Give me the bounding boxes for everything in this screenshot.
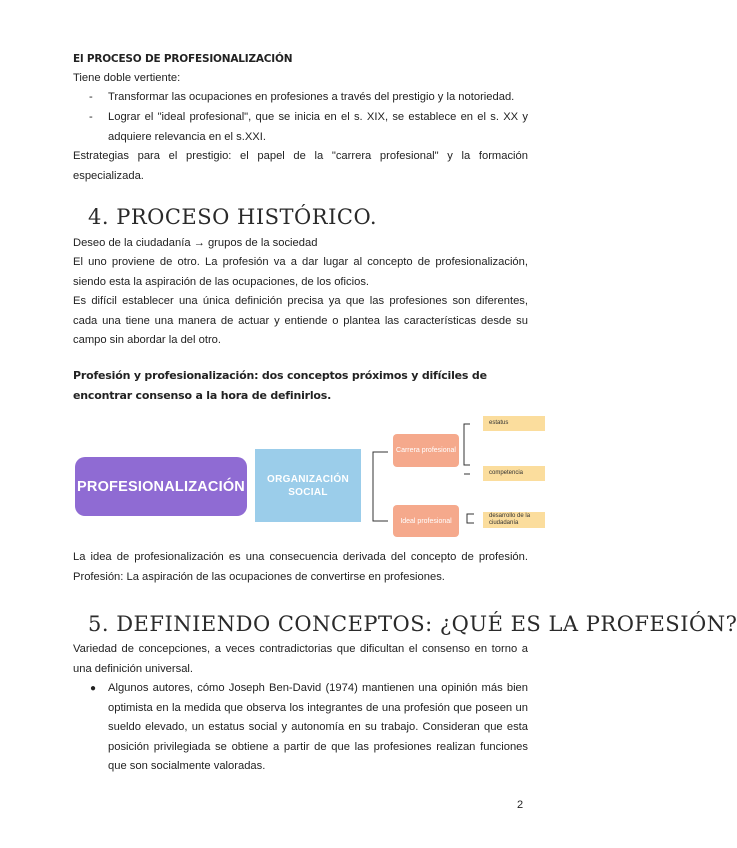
ideal-bracket <box>467 514 474 523</box>
heading-definiendo-conceptos: 5. DEFINIENDO CONCEPTOS: ¿QUÉ ES LA PROFESIÓN? <box>88 612 737 636</box>
carrera-profesional-box: Carrera profesional <box>393 434 459 467</box>
list-dash: - <box>89 111 93 123</box>
intro-text: Tiene doble vertiente: <box>73 72 181 84</box>
carrera-bracket <box>464 424 470 465</box>
subheading: Profesión y profesionalización: dos conceptos próximos y difíciles de encontrar consenso a la hora de definirlos. <box>73 369 487 402</box>
org-bracket <box>373 452 388 521</box>
section-heading: El PROCESO DE PROFESIONALIZACIÓN <box>73 53 293 65</box>
paragraph: Variedad de concepciones, a veces contradictorias que dificultan el consenso en torno a una definición universal. <box>73 643 528 675</box>
desarrollo-box: desarrollo de la ciudadanía <box>483 512 545 528</box>
competencia-box: competencia <box>483 466 545 481</box>
paragraph: Es difícil establecer una única definición precisa ya que las profesiones son diferentes, cada una tiene una manera de actuar y entiende o plantea las características desde su campo sin abordar la del otro. <box>73 295 528 347</box>
estatus-box: estatus <box>483 416 545 431</box>
paragraph: La idea de profesionalización es una consecuencia derivada del concepto de profesión. Profesión: La aspiración de las ocupaciones de convertirse en profesiones. <box>73 551 528 583</box>
list-item: Transformar las ocupaciones en profesiones a través del prestigio y la notoriedad. <box>108 91 515 103</box>
organizacion-social-box: ORGANIZACIÓN SOCIAL <box>255 449 361 522</box>
ideal-profesional-box: Ideal profesional <box>393 505 459 537</box>
bullet-item: Algunos autores, cómo Joseph Ben-David (1974) mantienen una opinión más bien optimista en la medida que observa los integrantes de una profesión que poseen un sueldo elevado, un estatus social y autonomía en su trabajo. Consideran que esta posición privilegiada se obtiene a partir de que las profesiones realizan funciones que son socialmente valoradas. <box>108 682 528 773</box>
heading-proceso-historico: 4. PROCESO HISTÓRICO. <box>88 205 378 229</box>
profesionalizacion-box: PROFESIONALIZACIÓN <box>75 457 247 516</box>
list-dash: - <box>89 91 93 103</box>
deseo-text: Deseo de la ciudadanía → grupos de la sociedad <box>73 237 318 249</box>
paragraph: El uno proviene de otro. La profesión va a dar lugar al concepto de profesionalización, siendo esta la aspiración de las ocupaciones, de los oficios. <box>73 256 528 288</box>
estrategias-text: Estrategias para el prestigio: el papel de la "carrera profesional" y la formación especializada. <box>73 150 528 182</box>
page-number: 2 <box>517 799 524 811</box>
list-item: Lograr el "ideal profesional", que se inicia en el s. XIX, se establece en el s. XX y adquiere relevancia en el s.XXI. <box>108 111 528 143</box>
bullet-icon: ● <box>90 683 97 694</box>
